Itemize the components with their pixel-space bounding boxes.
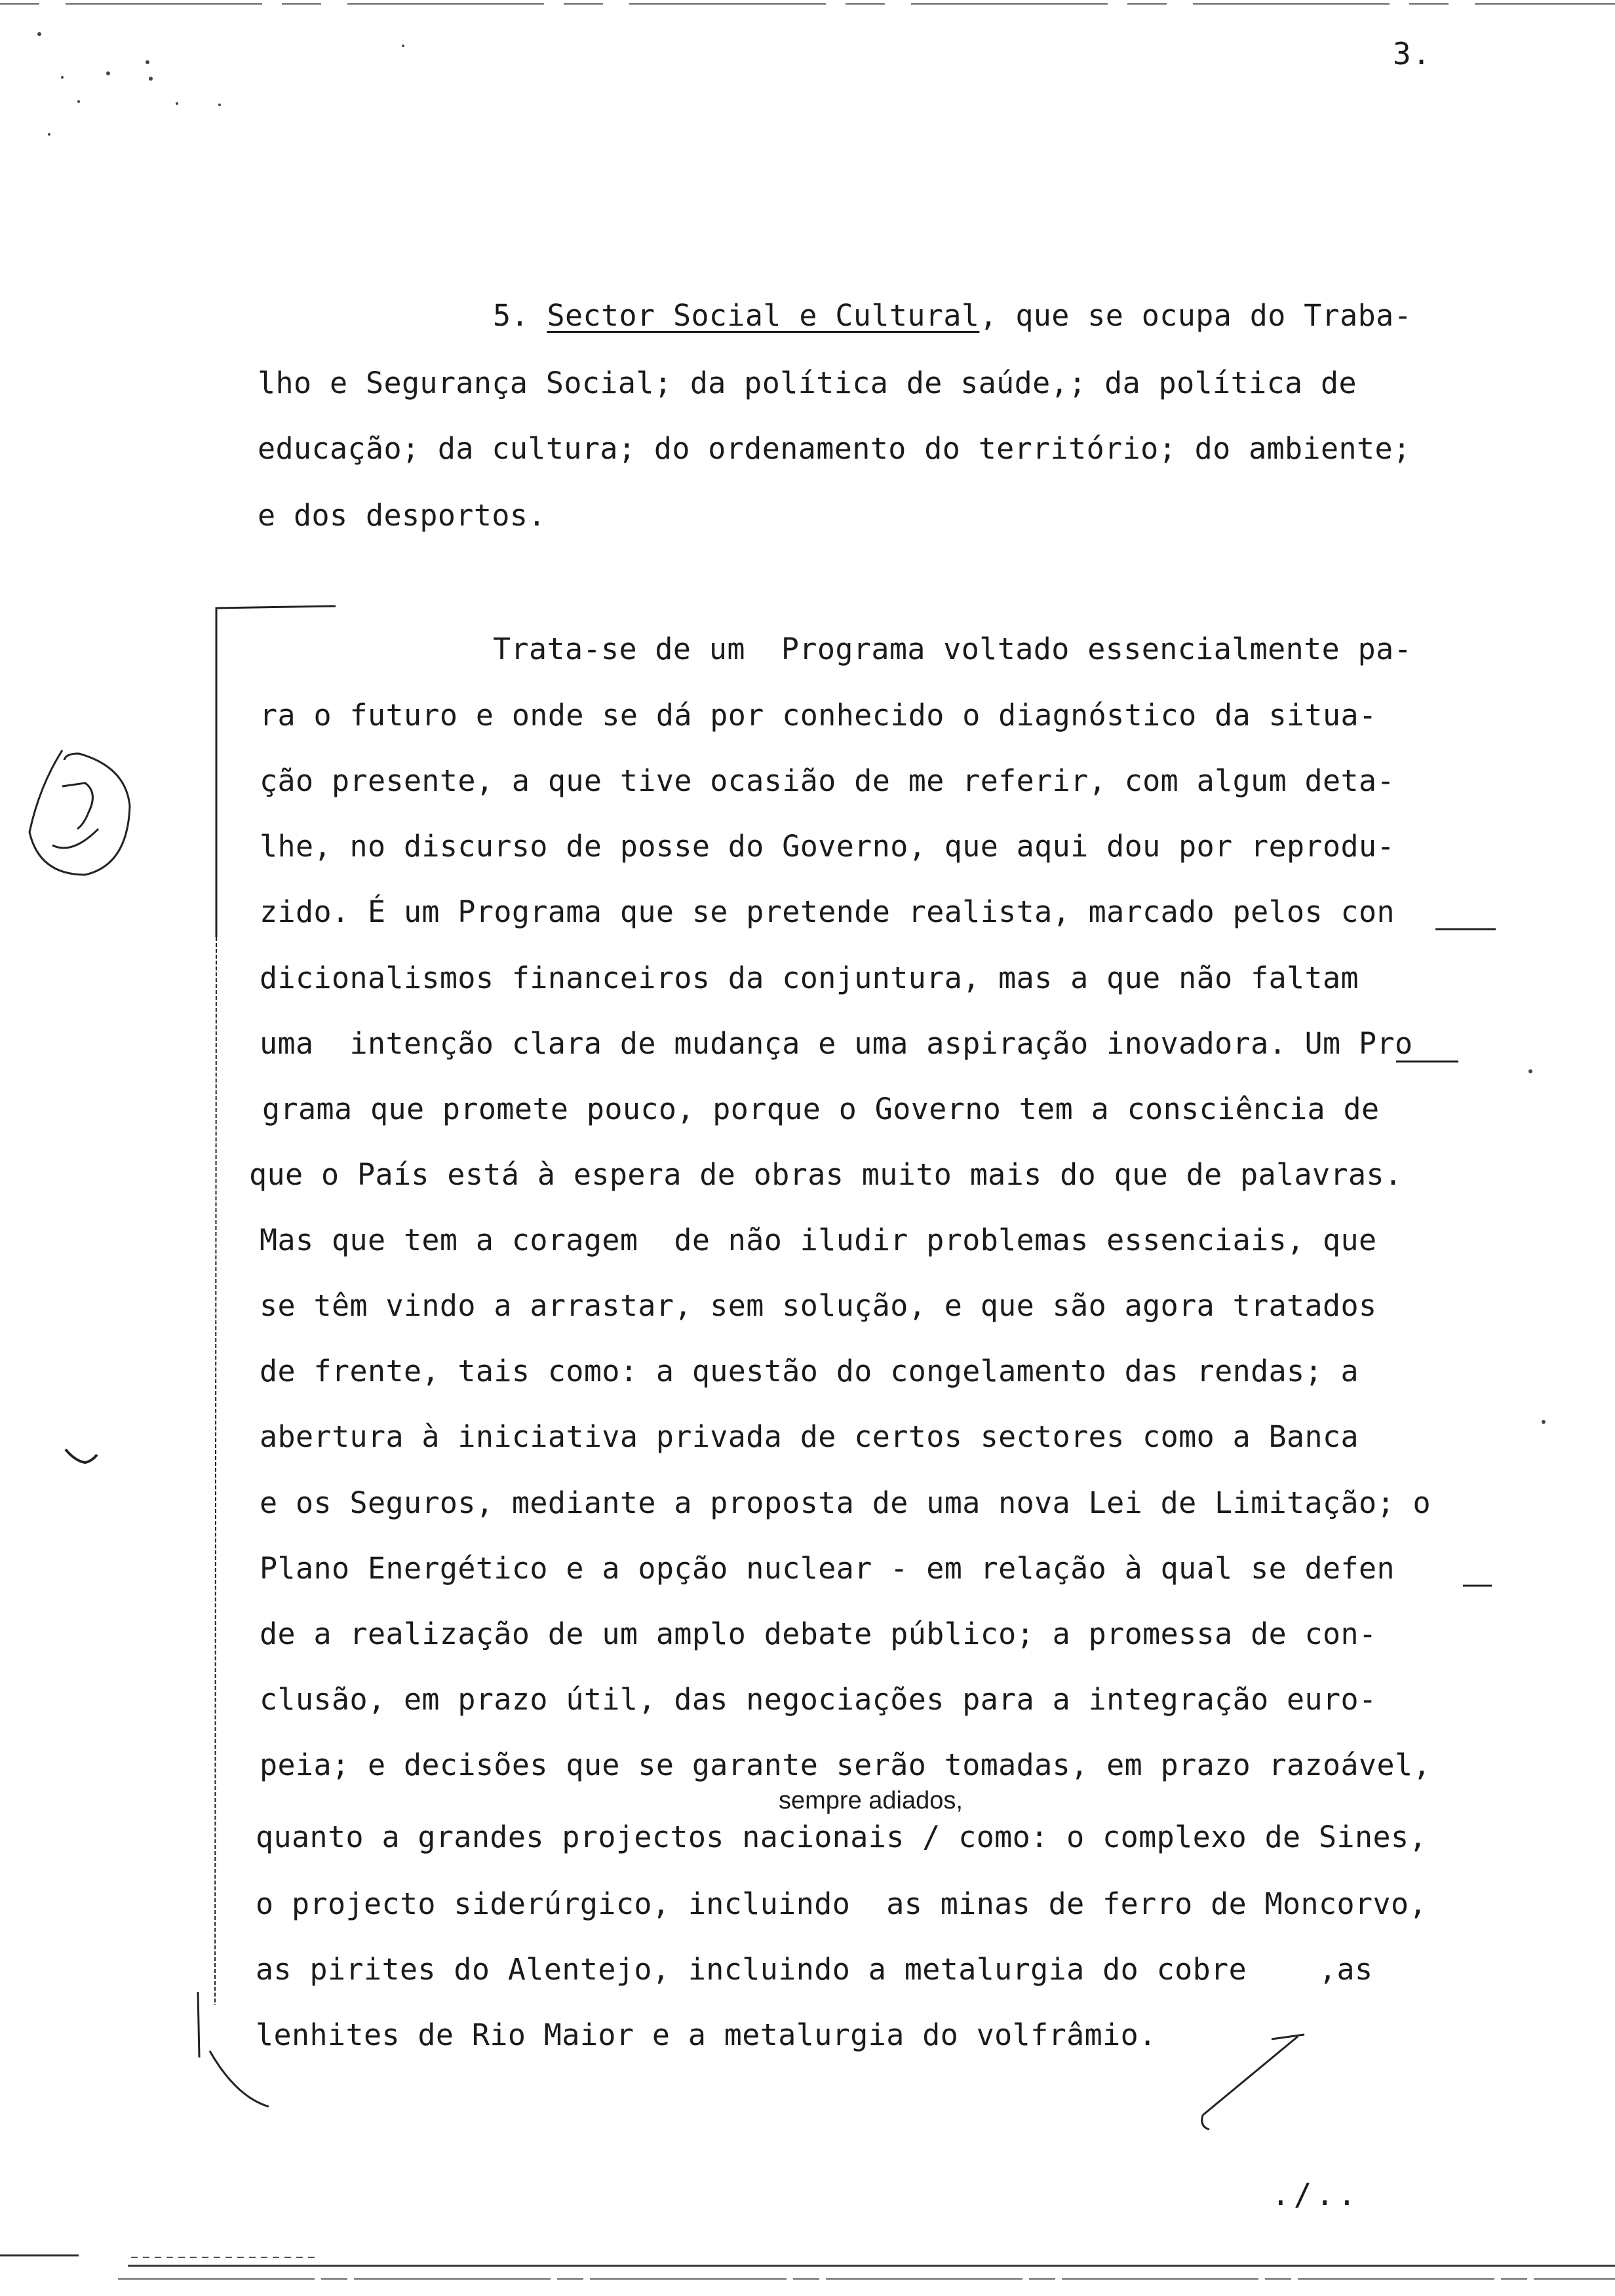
paragraph-line: lhe, no discurso de posse do Governo, que aqui dou por reprodu- xyxy=(260,829,1395,864)
paragraph-line: de a realização de um amplo debate público; a promessa de con- xyxy=(260,1617,1377,1651)
paragraph-line: Trata-se de um Programa voltado essencialmente pa- xyxy=(493,632,1412,666)
margin-bracket-top xyxy=(216,606,336,937)
section-line-4: e dos desportos. xyxy=(258,498,546,533)
continuation-mark: ./.. xyxy=(1272,2177,1360,2212)
section-line1-rest: , que se ocupa do Traba- xyxy=(979,298,1412,333)
paragraph-line: ra o futuro e onde se dá por conhecido o diagnóstico da situa- xyxy=(260,698,1377,733)
paragraph-line: peia; e decisões que se garante serão tomadas, em prazo razoável, xyxy=(260,1748,1431,1782)
paragraph-line: quanto a grandes projectos nacionais / como: o complexo de Sines, xyxy=(256,1820,1427,1854)
paragraph-line: que o País está à espera de obras muito mais do que de palavras. xyxy=(249,1157,1403,1192)
scan-specks xyxy=(37,32,1546,1424)
closing-diagonal-stroke xyxy=(1202,2035,1304,2130)
section-number: 5. xyxy=(493,298,529,333)
margin-bracket-side xyxy=(215,937,216,2005)
paragraph-line: e os Seguros, mediante a proposta de uma nova Lei de Limitação; o xyxy=(260,1485,1431,1520)
page-number: 3. xyxy=(1393,36,1432,71)
section-title: Sector Social e Cultural xyxy=(547,298,980,333)
paragraph-line: lenhites de Rio Maior e a metalurgia do volfrâmio. xyxy=(256,2018,1157,2052)
paragraph-line: Plano Energético e a opção nuclear - em relação à qual se defen xyxy=(260,1551,1395,1586)
handwritten-insertion: sempre adiados, xyxy=(779,1787,963,1814)
paragraph-line: de frente, tais como: a questão do congelamento das rendas; a xyxy=(260,1354,1359,1388)
paragraph-line: dicionalismos financeiros da conjuntura, mas a que não faltam xyxy=(260,961,1359,995)
circled-margin-mark xyxy=(29,750,130,875)
paragraph-line: as pirites do Alentejo, incluindo a metalurgia do cobre ,as xyxy=(256,1952,1373,1987)
paragraph-line: se têm vindo a arrastar, sem solução, e que são agora tratados xyxy=(260,1288,1377,1323)
paragraph-line: o projecto siderúrgico, incluindo as minas de ferro de Moncorvo, xyxy=(256,1886,1427,1921)
section-line-2: lho e Segurança Social; da política de saúde,; da política de xyxy=(258,366,1357,400)
paragraph-line: Mas que tem a coragem de não iludir problemas essenciais, que xyxy=(260,1223,1377,1257)
paragraph-line: abertura à iniciativa privada de certos sectores como a Banca xyxy=(260,1419,1359,1454)
paragraph-line: grama que promete pouco, porque o Governo tem a consciência de xyxy=(262,1092,1380,1126)
paragraph-line: ção presente, a que tive ocasião de me referir, com algum deta- xyxy=(260,763,1395,798)
paragraph-line: clusão, em prazo útil, das negociações para a integração euro- xyxy=(260,1682,1377,1717)
margin-tick xyxy=(66,1449,97,1463)
section-line-3: educação; da cultura; do ordenamento do território; do ambiente; xyxy=(258,431,1411,466)
paragraph-line: zido. É um Programa que se pretende realista, marcado pelos con xyxy=(260,894,1395,929)
margin-bracket-bottom xyxy=(198,1992,269,2107)
paragraph-line: uma intenção clara de mudança e uma aspiração inovadora. Um Pro xyxy=(260,1026,1413,1061)
